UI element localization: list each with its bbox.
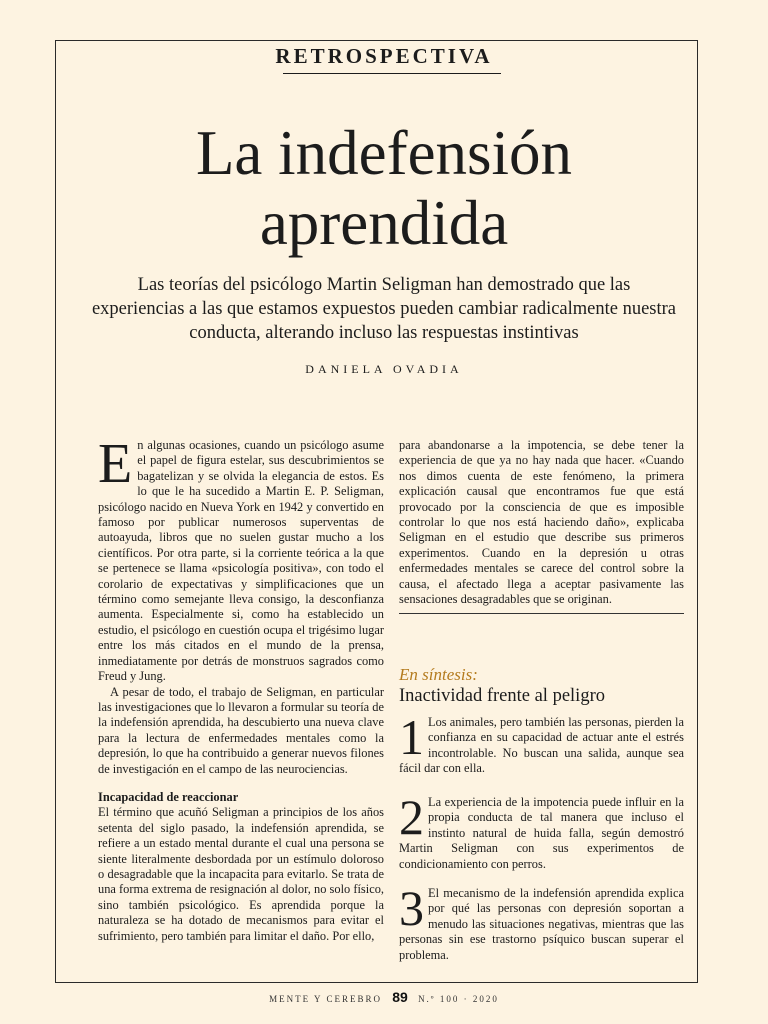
issue-info: N.º 100 · 2020 xyxy=(418,994,499,1004)
summary-item-2 xyxy=(399,789,684,872)
summary-title: Inactividad frente al peligro xyxy=(399,686,605,706)
subheading: Incapacidad de reaccionar xyxy=(98,789,239,804)
summary-text-1: Los animales, pero también las personas, pierden la confianza en su capacidad de actuar ante el estrés incontrolable. No buscan una salida, aunque sea fácil dar con ella. xyxy=(399,715,684,776)
paragraph-1 xyxy=(98,433,384,685)
summary-item-3 xyxy=(399,880,684,963)
article-column-2 xyxy=(399,438,684,607)
title-line-1: La indefensión xyxy=(195,118,573,188)
article-column-1 xyxy=(98,433,384,944)
magazine-name: MENTE Y CEREBRO xyxy=(269,994,382,1004)
article-title xyxy=(0,118,768,258)
paragraph-1-text: n algunas ocasiones, cuando un psicólogo asume el papel de figura estelar, sus descubrimientos se bagatelizan y se olvida la elegancia de estos. Es lo que le ha sucedido a Martin E. P. Seligman, psicólogo nacido en Nueva York en 1942 y convertido en famoso por publicar numerosos superventas de autoayuda, libros que no suelen gustar mucho a los científicos. Por otra parte, si la corriente teórica a la que se pertenece se llama «psicología positiva», con todo el corolario de expectativas y simplificaciones que un término como semejante lleva consigo, la desconfianza aumenta. Especialmente si, como ha establecido un estudio, el psicólogo en cuestión ocupa el trigésimo lugar entre los más citados en el mundo de la prensa, inmediatamente por detrás de monstruos sagrados como Freud y Jung. xyxy=(98,438,384,684)
article-subtitle: Las teorías del psicólogo Martin Seligman han demostrado que las experiencias a las que estamos expuestos pueden cambiar radicalmente nuestra conducta, alterando incluso las respuestas instintivas xyxy=(91,275,677,343)
summary-number-1: 1 xyxy=(399,709,424,765)
paragraph-4: para abandonarse a la impotencia, se debe tener la experiencia de que ya no hay nada que hacer. «Cuando nos dimos cuenta de este fenómeno, la primera explicación causal que encontramos fue que está provocado por la consciencia de que es imposible controlar lo que nos está haciendo daño», explicaba Seligman en el estudio que describe sus primeros experimentos. Cuando en la depresión u otras enfermedades mentales se carece del control sobre la causa, el afectado llega a aceptar pasivamente las sensaciones desagradables que se originan. xyxy=(399,438,684,607)
summary-text-3: El mecanismo de la indefensión aprendida explica por qué las personas con depresión soportan a menudo las situaciones negativas, mientras que las personas sin ese trastorno psíquico buscan superar el problema. xyxy=(399,886,684,962)
summary-number-3: 3 xyxy=(399,880,424,936)
summary-number-2: 2 xyxy=(399,789,424,845)
paragraph-2: A pesar de todo, el trabajo de Seligman, en particular las investigaciones que lo llevaron a formular su teoría de la indefensión aprendida, ha descubierto una nueva clave para la lectura de enfermedades mentales como la depresión, lo que ha contribuido a generar nuevos filones de investigación en el campo de las neurociencias. xyxy=(98,684,384,776)
page-footer xyxy=(0,989,768,1005)
section-underline xyxy=(283,73,501,74)
box-top-rule xyxy=(399,613,684,614)
title-line-2: aprendida xyxy=(259,188,509,258)
summary-item-1 xyxy=(399,709,684,777)
drop-cap: E xyxy=(98,433,133,495)
summary-kicker: En síntesis: xyxy=(399,665,478,684)
paragraph-3: El término que acuñó Seligman a principios de los años setenta del siglo pasado, la indefensión aprendida, se refiere a un estado mental durante el cual una persona se siente literalmente desbordada por un estímulo doloroso o desagradable que la incapacita para evitarlo. Se trata de una forma extrema de resignación al dolor, no solo físico, sino también psicológico. Es aprendida porque la naturaleza se ha dotado de mecanismos para evitar el sufrimiento, pero también para limitar el daño. Por ello, xyxy=(98,805,384,943)
summary-text-2: La experiencia de la impotencia puede influir en la propia conducta de tal manera que incluso el instinto natural de huida falla, según demostró Martin Seligman con sus experimentos de condicionamiento con perros. xyxy=(399,795,684,871)
author-byline: DANIELA OVADIA xyxy=(305,362,463,376)
section-label: RETROSPECTIVA xyxy=(275,44,493,68)
page-number: 89 xyxy=(392,989,408,1005)
